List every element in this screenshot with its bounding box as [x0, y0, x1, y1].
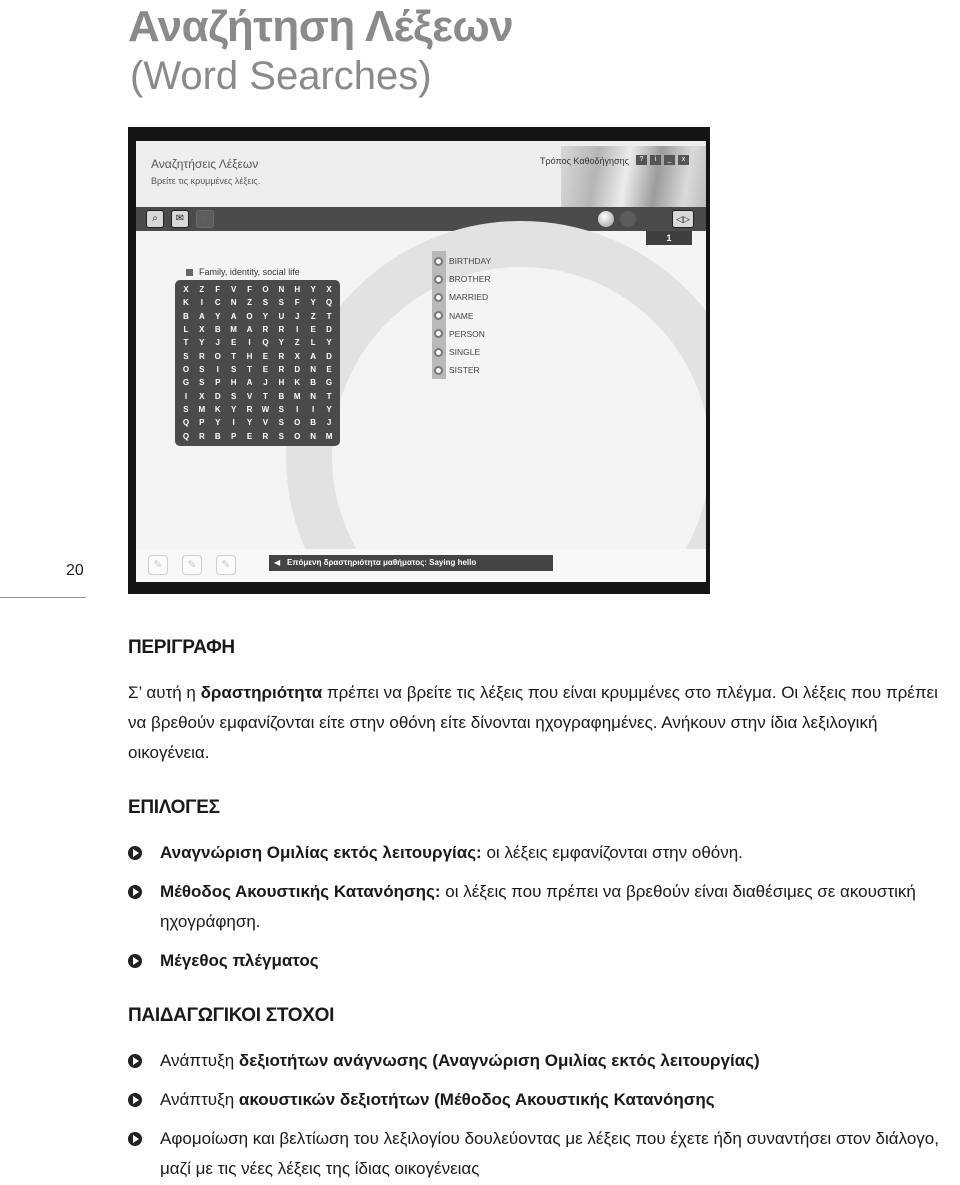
grid-letter[interactable]: F: [247, 285, 252, 294]
category-label: [186, 267, 300, 277]
app-footer: [136, 549, 706, 582]
grid-letter[interactable]: B: [310, 378, 317, 388]
grid-letter[interactable]: H: [230, 378, 237, 388]
word-search-grid[interactable]: [175, 280, 340, 446]
minimize-button[interactable]: _: [664, 155, 675, 165]
word-list-item[interactable]: [432, 270, 491, 288]
play-next-icon[interactable]: ◁▷: [672, 210, 694, 228]
goal-item: [128, 1124, 960, 1184]
page-number: 20: [66, 562, 84, 579]
grid-letter[interactable]: Y: [246, 418, 253, 428]
grid-letter[interactable]: Q: [262, 338, 269, 348]
grid-letter[interactable]: V: [230, 285, 237, 294]
word-list-item[interactable]: [432, 325, 491, 343]
grid-letter[interactable]: G: [325, 378, 333, 388]
grid-letter[interactable]: N: [310, 391, 317, 401]
word-text: NAME: [449, 310, 474, 321]
grid-letter[interactable]: E: [310, 324, 316, 334]
window-controls: [636, 155, 689, 165]
grid-letter[interactable]: S: [199, 378, 205, 388]
grid-letter[interactable]: M: [293, 391, 301, 401]
grid-letter[interactable]: I: [312, 404, 315, 414]
word-list-item[interactable]: [432, 343, 491, 361]
grid-letter[interactable]: Y: [326, 338, 332, 348]
grid-letter[interactable]: J: [263, 378, 268, 388]
word-text: SINGLE: [449, 347, 481, 358]
play-bullet-icon: [128, 1054, 142, 1068]
grid-letter[interactable]: F: [215, 285, 221, 294]
word-list-item[interactable]: [432, 307, 491, 325]
goal-item: [128, 1085, 960, 1115]
grid-letter[interactable]: I: [184, 391, 188, 401]
footer-icon-3[interactable]: ✎: [216, 555, 236, 575]
description-rest: πρέπει να βρείτε τις λέξεις που είναι κρυμμένες στο πλέγμα. Οι λέξεις που πρέπει να βρεθούν εμφανίζονται είτε στην οθόνη είτε δίνονται ηχογραφημένες. Ανήκουν στην ίδια λεξιλογική οικογένεια.: [128, 683, 938, 762]
category-bullet-icon: [186, 269, 193, 276]
option-title: Μέθοδος Ακουστικής Κατανόησης:: [160, 882, 441, 901]
close-button[interactable]: x: [678, 155, 689, 165]
play-bullet-icon: [128, 1132, 142, 1146]
grid-letter[interactable]: M: [230, 324, 237, 334]
grid-letter[interactable]: L: [183, 324, 189, 334]
grid-letter[interactable]: T: [326, 311, 332, 321]
grid-letter[interactable]: P: [215, 378, 221, 388]
grid-letter[interactable]: X: [183, 285, 189, 294]
grid-letter[interactable]: A: [246, 324, 253, 334]
grid-letter[interactable]: T: [231, 351, 237, 361]
word-list-item[interactable]: [432, 252, 491, 270]
word-play-icon[interactable]: [434, 366, 443, 375]
grid-letter[interactable]: A: [230, 311, 237, 321]
option-text: οι λέξεις εμφανίζονται στην οθόνη.: [481, 843, 743, 862]
grid-letter[interactable]: O: [262, 285, 269, 294]
background-swirl: [286, 221, 706, 582]
grid-letter[interactable]: B: [214, 324, 221, 334]
grid-letter[interactable]: V: [246, 391, 253, 401]
grid-letter[interactable]: N: [230, 298, 237, 308]
next-arrow-icon: ◀: [274, 558, 281, 567]
grid-letter[interactable]: B: [310, 418, 317, 428]
grid-letter[interactable]: R: [246, 404, 253, 414]
grid-letter[interactable]: K: [183, 298, 189, 308]
word-text: BIRTHDAY: [449, 256, 492, 267]
grid-letter[interactable]: E: [326, 364, 332, 374]
grid-letter[interactable]: Y: [215, 418, 221, 428]
option-item: [128, 946, 960, 976]
grid-letter[interactable]: S: [230, 364, 237, 374]
grid-letter[interactable]: S: [183, 351, 189, 361]
disabled-record-icon: [620, 211, 636, 227]
grid-letter[interactable]: E: [230, 338, 237, 348]
grid-letter[interactable]: Y: [278, 338, 285, 348]
play-bullet-icon: [128, 1093, 142, 1107]
play-bullet-icon: [128, 885, 142, 899]
grid-letter[interactable]: I: [296, 324, 299, 334]
grid-letter[interactable]: I: [232, 418, 235, 428]
grid-letter[interactable]: M: [325, 431, 333, 441]
grid-letter[interactable]: A: [246, 378, 253, 388]
grid-letter[interactable]: U: [278, 311, 285, 321]
help-button[interactable]: ?: [636, 155, 647, 165]
page-subtitle: (Word Searches): [130, 54, 432, 98]
app-toolbar: [136, 207, 706, 231]
grid-letter[interactable]: R: [278, 324, 285, 334]
goal-text: Αφομοίωση και βελτίωση του λεξιλογίου δουλεύοντας με λέξεις που έχετε ήδη συναντήσει στον διάλογο, μαζί με τις νέες λέξεις της ίδιας οικογένειας: [160, 1129, 939, 1178]
mode-label: Τρόπος Καθοδήγησης: [540, 156, 629, 166]
grid-letter[interactable]: S: [262, 298, 269, 308]
grid-letter[interactable]: K: [214, 404, 221, 414]
option-item: [128, 838, 960, 868]
app-header: [136, 141, 706, 207]
word-play-icon[interactable]: [434, 275, 443, 284]
word-text: BROTHER: [449, 274, 491, 285]
play-bullet-icon: [128, 954, 142, 968]
word-play-icon[interactable]: [434, 348, 443, 357]
word-text: MARRIED: [449, 292, 489, 303]
grid-letter[interactable]: A: [310, 351, 317, 361]
grid-letter[interactable]: I: [296, 404, 299, 414]
grid-letter[interactable]: H: [246, 351, 253, 361]
grid-letter[interactable]: D: [214, 391, 221, 401]
grid-letter[interactable]: X: [326, 285, 332, 294]
grid-letter[interactable]: R: [278, 351, 285, 361]
next-activity-link[interactable]: [269, 555, 553, 571]
grid-letter[interactable]: D: [326, 324, 332, 334]
grid-letter[interactable]: S: [183, 404, 189, 414]
grid-letter[interactable]: S: [230, 391, 237, 401]
grid-letter[interactable]: Z: [199, 285, 205, 294]
goal-prefix: Ανάπτυξη: [160, 1090, 239, 1109]
grid-letter[interactable]: R: [198, 351, 205, 361]
record-icon[interactable]: [598, 211, 614, 227]
grid-letter[interactable]: Q: [325, 298, 333, 308]
app-title: Αναζητήσεις Λέξεων: [151, 157, 259, 171]
option-text: οι λέξεις που πρέπει να βρεθούν είναι διαθέσιμες σε ακουστική ηχογράφηση.: [160, 882, 916, 931]
description-bold: δραστηριότητα: [200, 683, 323, 702]
grid-letter[interactable]: Q: [182, 418, 190, 428]
grid-letter[interactable]: O: [246, 311, 253, 321]
page-number-rule: [0, 597, 86, 598]
grid-letter[interactable]: S: [278, 431, 285, 441]
grid-letter[interactable]: V: [262, 418, 269, 428]
grid-letter[interactable]: A: [198, 311, 205, 321]
option-title: Αναγνώριση Ομιλίας εκτός λειτουργίας:: [160, 843, 482, 862]
grid-letter[interactable]: I: [248, 338, 251, 348]
word-play-icon[interactable]: [434, 329, 443, 338]
goal-item: [128, 1046, 960, 1076]
grid-letter[interactable]: Z: [310, 311, 316, 321]
grid-letter[interactable]: Y: [215, 311, 221, 321]
options-heading: ΕΠΙΛΟΓΕΣ: [128, 797, 220, 818]
grid-letter[interactable]: E: [246, 431, 253, 441]
app-window: [136, 141, 706, 582]
word-play-icon[interactable]: [434, 293, 443, 302]
grid-letter[interactable]: M: [198, 404, 206, 414]
grid-letter[interactable]: Y: [310, 298, 316, 308]
grid-letter[interactable]: K: [294, 378, 301, 388]
grid-letter[interactable]: C: [214, 298, 221, 308]
grid-letter[interactable]: J: [295, 311, 300, 321]
grid-letter[interactable]: F: [294, 298, 300, 308]
grid-letter[interactable]: N: [310, 364, 317, 374]
grid-letter[interactable]: R: [278, 364, 285, 374]
footer-icon-2[interactable]: ✎: [182, 555, 202, 575]
grid-letter[interactable]: L: [310, 338, 316, 348]
page-counter: 1: [646, 231, 692, 245]
grid-letter[interactable]: Y: [199, 338, 205, 348]
grid-letter[interactable]: T: [247, 364, 252, 374]
word-list-item[interactable]: [432, 288, 491, 306]
word-list-item[interactable]: [432, 361, 491, 379]
grid-letter[interactable]: G: [182, 378, 190, 388]
grid-letter[interactable]: O: [214, 351, 221, 361]
goal-prefix: Ανάπτυξη: [160, 1051, 239, 1070]
grid-letter[interactable]: B: [278, 391, 285, 401]
grid-letter[interactable]: S: [278, 298, 285, 308]
grid-letter[interactable]: Z: [294, 338, 300, 348]
grid-letter[interactable]: X: [294, 351, 300, 361]
grid-letter[interactable]: T: [262, 391, 268, 401]
goal-bold: ακουστικών δεξιοτήτων (Μέθοδος Ακουστικής Κατανόησης: [238, 1090, 715, 1109]
grid-letter[interactable]: R: [198, 431, 205, 441]
grid-letter[interactable]: O: [294, 431, 301, 441]
grid-letter[interactable]: S: [278, 418, 285, 428]
next-activity-text: Επόμενη δραστηριότητα μαθήματος: Saying hello: [287, 558, 477, 567]
info-button[interactable]: i: [650, 155, 661, 165]
grid-letter[interactable]: P: [199, 418, 205, 428]
grid-letter[interactable]: S: [199, 364, 205, 374]
grid-letter[interactable]: I: [216, 364, 219, 374]
grid-letter[interactable]: D: [294, 364, 301, 374]
grid-letter[interactable]: I: [200, 298, 203, 308]
grid-letter[interactable]: O: [182, 364, 190, 374]
grid-letter[interactable]: O: [294, 418, 301, 428]
grid-letter[interactable]: Y: [230, 404, 237, 414]
grid-letter[interactable]: R: [262, 324, 269, 334]
grid-letter[interactable]: W: [261, 404, 270, 414]
category-text: Family, identity, social life: [199, 267, 300, 277]
grid-letter[interactable]: S: [278, 404, 285, 414]
grid-letter[interactable]: N: [278, 285, 285, 294]
software-screenshot: [128, 127, 710, 594]
grid-letter[interactable]: X: [199, 391, 205, 401]
description-prefix: Σ’ αυτή η: [128, 683, 201, 702]
grid-letter[interactable]: J: [215, 338, 220, 348]
description-paragraph: [128, 678, 960, 768]
word-text: PERSON: [449, 328, 485, 339]
grid-letter[interactable]: E: [262, 364, 269, 374]
grid-letter[interactable]: J: [326, 418, 332, 428]
grid-letter[interactable]: R: [262, 431, 269, 441]
goals-heading: ΠΑΙΔΑΓΩΓΙΚΟΙ ΣΤΟΧΟΙ: [128, 1005, 335, 1026]
word-play-icon[interactable]: [434, 311, 443, 320]
goal-bold: δεξιοτήτων ανάγνωσης (Αναγνώριση Ομιλίας εκτός λειτουργίας): [238, 1051, 760, 1070]
page-title: Αναζήτηση Λέξεων: [128, 2, 514, 51]
word-play-icon[interactable]: [434, 257, 443, 266]
word-text: SISTER: [449, 365, 480, 376]
grid-letter[interactable]: E: [262, 351, 269, 361]
description-heading: ΠΕΡΙΓΡΑΦΗ: [128, 637, 235, 658]
option-title: Μέγεθος πλέγματος: [160, 951, 319, 970]
grid-letter[interactable]: P: [230, 431, 237, 441]
option-item: [128, 877, 960, 937]
grid-letter[interactable]: T: [183, 338, 189, 348]
app-instruction: Βρείτε τις κρυμμένες λέξεις.: [151, 176, 261, 186]
grid-letter[interactable]: B: [214, 431, 221, 441]
play-bullet-icon: [128, 846, 142, 860]
search-icon[interactable]: ⌕: [146, 210, 164, 228]
mail-icon[interactable]: ✉: [171, 210, 189, 228]
grid-letter[interactable]: X: [199, 324, 205, 334]
disabled-tool-icon: ▫: [196, 210, 214, 228]
grid-letter[interactable]: Q: [182, 431, 190, 441]
grid-letter[interactable]: Y: [326, 404, 332, 414]
grid-letter[interactable]: T: [326, 391, 332, 401]
grid-letter[interactable]: H: [294, 285, 301, 294]
grid-letter[interactable]: Z: [247, 298, 252, 308]
grid-letter[interactable]: H: [278, 378, 285, 388]
grid-letter[interactable]: B: [183, 311, 189, 321]
grid-letter[interactable]: D: [326, 351, 332, 361]
grid-letter[interactable]: Y: [262, 311, 269, 321]
footer-icon-1[interactable]: ✎: [148, 555, 168, 575]
grid-letter[interactable]: Y: [310, 285, 316, 294]
grid-letter[interactable]: N: [310, 431, 317, 441]
word-list: [432, 252, 491, 379]
